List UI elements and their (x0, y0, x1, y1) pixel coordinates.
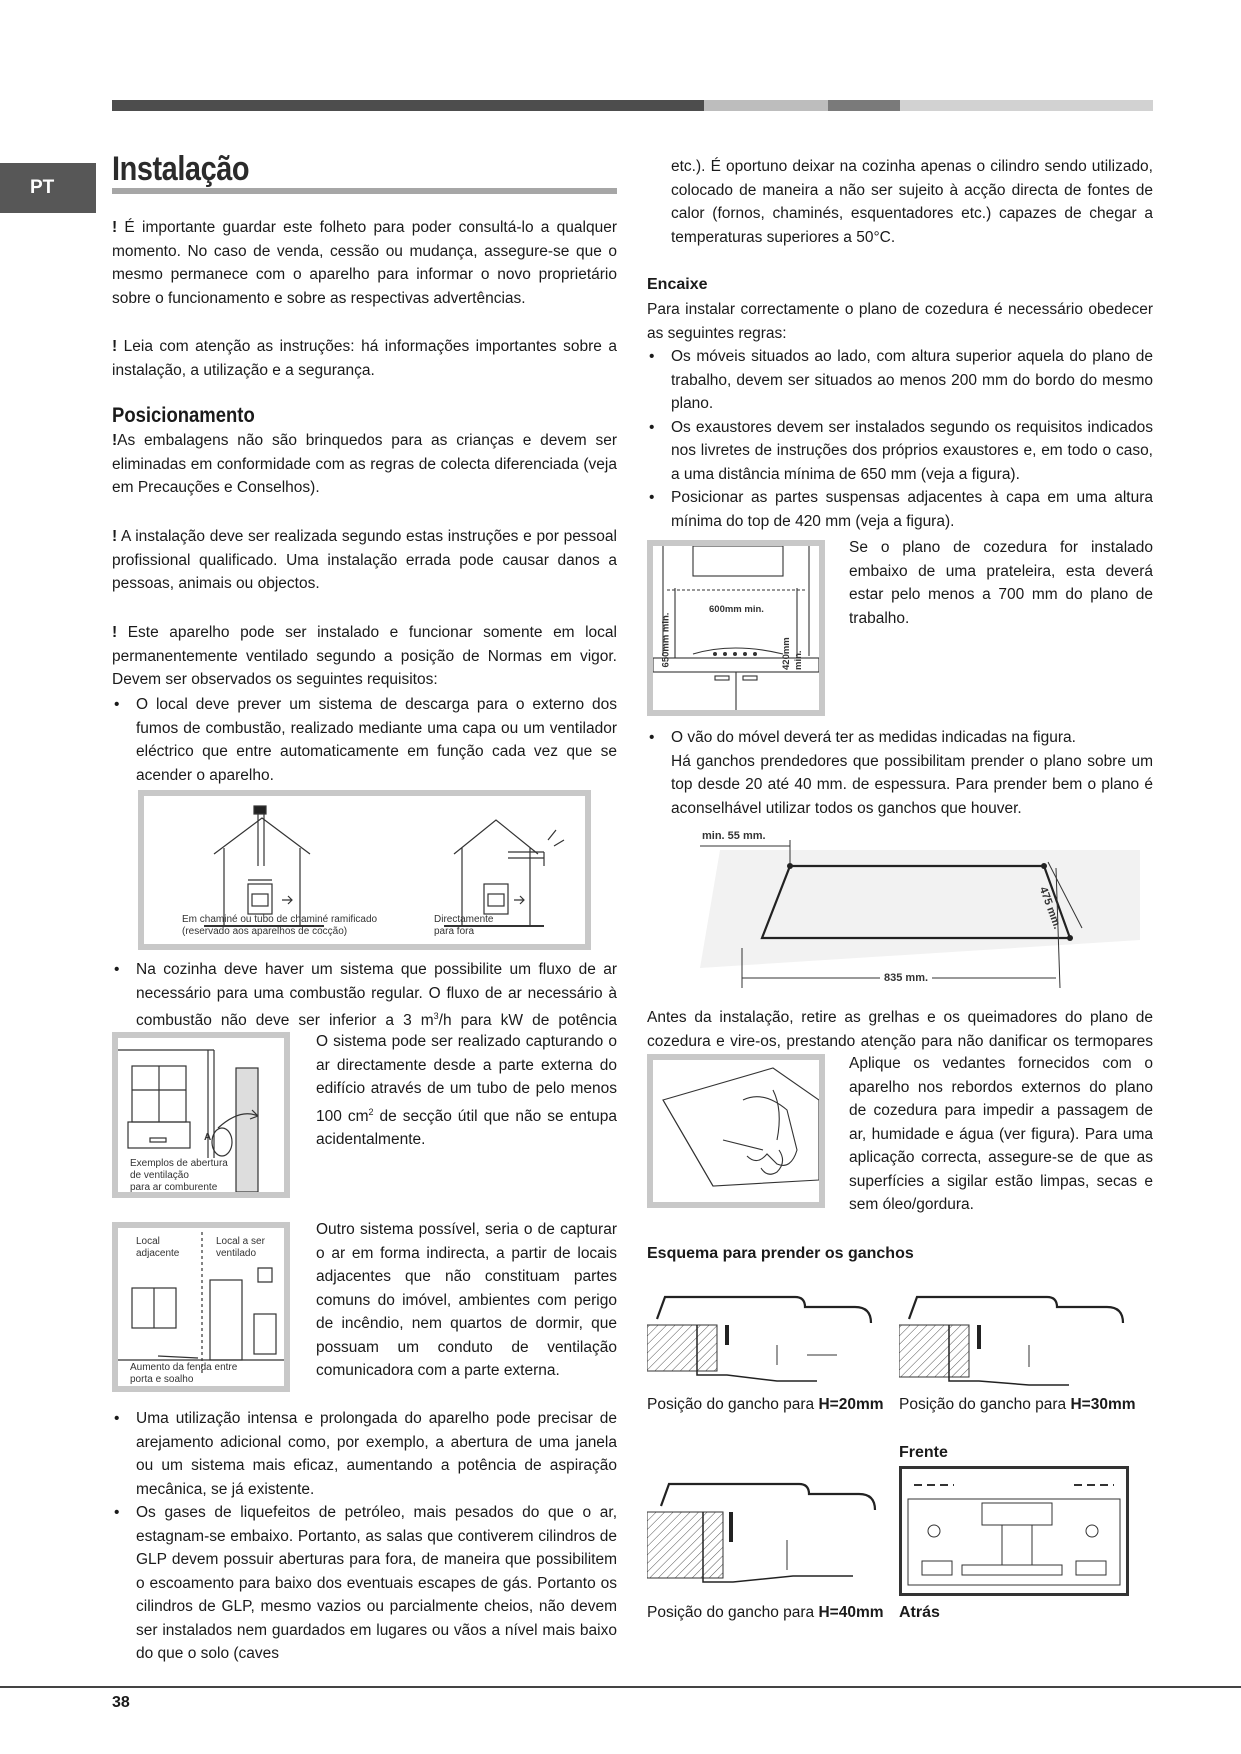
list-item: • Os gases de liquefeitos de petróleo, mais pesados do que o ar, estagnam-se embaixo. Portanto, as salas que contiverem cilindros de GLP devem possuir aberturas para fora, de maneira que possibilitem o escoamento para baixo dos eventuais escapes de gás. Portanto os cilindros de GLP, mesmo vazios ou parcialmente cheios, não devem ser instalados nem guardados em lugares ou vãos a nível mais baixo do que o solo (caves (112, 1501, 617, 1666)
caption-line: Em chaminé ou tubo de chaminé ramificado (182, 914, 378, 925)
adjacent-room-figure (112, 1222, 290, 1392)
positioning-paragraph-1 (112, 429, 617, 500)
seal-illustration (653, 1060, 819, 1202)
header-bar-light-2 (900, 100, 1153, 111)
air-indirect-paragraph: Outro sistema possível, seria o de capturar o ar em forma indirecta, a partir de locais adjacentes que não constituam partes comuns do imóvel, ambientes com perigo de incêndio, nem quartos de dormir, que possuam um conduto de ventilação comunicadora com a parte externa. (316, 1221, 617, 1379)
hob-underside-figure (899, 1466, 1129, 1596)
intro-text-2: Leia com atenção as instruções: há informações importantes sobre a instalação, a utilização e a segurança. (112, 338, 617, 379)
hood-clearance-figure (647, 540, 825, 716)
hook-h20-diagram (647, 1285, 877, 1391)
cutout-depth-label: 475 mm. (1036, 885, 1064, 931)
caption-line: Local a ser (216, 1236, 265, 1247)
cutout-text-2: Há ganchos prendedores que possibilitam prender o plano sobre um top desde 20 até 40 mm. de espessura. Para prender bem o plano é aconselhável utilizar todos os ganchos que houver. (671, 752, 1153, 817)
lpg-continuation-paragraph: etc.). É oportuno deixar na cozinha apenas o cilindro sendo utilizado, colocado de maneira a não ser sujeito à acção directa de fontes de calor (fornos, chaminés, esquentadores etc.) capazes de chegar a temperaturas superiores a 50°C. (671, 158, 1153, 246)
hood-left-height-label: 650mm min. (660, 612, 672, 668)
header-bar-dark (112, 100, 704, 111)
positioning-text-2: A instalação deve ser realizada segundo estas instruções e por pessoal profissional qualificado. Uma instalação errada pode causar danos a pessoas, animais ou objectos. (112, 528, 617, 592)
list-item: • Os móveis situados ao lado, com altura superior aquela do plano de trabalho, devem ser situados ao menos 200 mm do bordo do mesmo plano. (647, 345, 1153, 416)
positioning-text-3: Este aparelho pode ser instalado e funcionar somente em local permanentemente ventilado segundo a posição de Normas em vigor. Devem ser observados os seguintes requisitos: (112, 624, 617, 688)
ventilation-houses-figure (138, 790, 591, 950)
caption-adjacent (136, 1236, 179, 1260)
header-bar-mid (828, 100, 900, 111)
cutout-list (647, 726, 1153, 820)
caption-value: H=30mm (1070, 1396, 1136, 1413)
caption-line: Exemplos de abertura (130, 1158, 228, 1169)
airflow-text: Na cozinha deve haver um sistema que possibilite um fluxo de ar necessário para uma combustão regular. O fluxo de ar necessário à combustão não deve ser inferior a 3 m (136, 961, 617, 1030)
cutout-width-label: 835 mm. (880, 972, 932, 984)
air-direct-text: O sistema pode ser realizado capturando o ar directamente desde a parte externa do edifício através de um tubo de pelo menos 100 cm (316, 1033, 617, 1125)
caption-line: para fora (434, 926, 475, 937)
caption-prefix: Posição do gancho para (647, 1396, 819, 1413)
caption-door-gap (130, 1362, 237, 1386)
positioning-paragraph-2 (112, 525, 617, 596)
atras-label: Atrás (899, 1604, 940, 1621)
language-code: PT (30, 177, 55, 198)
airflow-text-end: /h para kW de potência (438, 1012, 617, 1030)
section-heading-hooks: Esquema para prender os ganchos (647, 1245, 914, 1262)
superscript: 3 (433, 1011, 439, 1021)
page-number: 38 (112, 1694, 130, 1711)
list-item: • Uma utilização intensa e prolongada do aparelho pode precisar de arejamento adicional como, por exemplo, a abertura de uma janela ou um sistema mais eficaz, aumentando a potência de aspiração mecânica, se já existente. (112, 1407, 617, 1501)
caption-line: ventilado (216, 1248, 257, 1259)
positioning-text-1: As embalagens não são brinquedos para as crianças e devem ser eliminadas em conformidade com as regras de colecta diferenciada (veja em Precauções e Conselhos). (112, 432, 617, 496)
caption-line: para ar comburente (130, 1182, 218, 1193)
section-heading-posicionamento: Posicionamento (112, 404, 255, 427)
hook-caption-h30 (899, 1396, 1136, 1414)
caption-line: de ventilação (130, 1170, 189, 1181)
caption-line: porta e soalho (130, 1374, 194, 1385)
warning-mark: ! (112, 432, 118, 449)
caption-line: Directamente (434, 914, 494, 925)
caption-line: Local (136, 1236, 160, 1247)
language-tab (0, 163, 96, 213)
list-item (647, 726, 1153, 820)
caption-prefix: Posição do gancho para (899, 1396, 1071, 1413)
hook-caption-h40 (647, 1604, 884, 1622)
caption-line: adjacente (136, 1248, 180, 1259)
caption-line: (reservado aos aparelhos de cocção) (182, 926, 348, 937)
hook-caption-h20 (647, 1396, 884, 1414)
header-bar-light (704, 100, 828, 111)
caption-prefix: Posição do gancho para (647, 1604, 819, 1621)
hood-width-label: 600mm min. (709, 604, 764, 615)
cutout-dimensions-figure (700, 828, 1140, 998)
hook-h40-diagram (647, 1470, 877, 1600)
figure-caption-opening (130, 1158, 228, 1194)
warning-mark: ! (112, 338, 118, 355)
shelf-paragraph: Se o plano de cozedura for instalado embaixo de uma prateleira, esta deverá estar pelo menos a 700 mm do plano de trabalho. (849, 539, 1153, 627)
caption-ventilated (216, 1236, 265, 1260)
air-intake-figure (112, 1032, 290, 1198)
before-install-paragraph: Antes da instalação, retire as grelhas e os queimadores do plano de cozedura e vire-os, prestando atenção para não danificar os termopares (647, 1009, 1153, 1050)
warning-mark: ! (112, 528, 118, 545)
warning-mark: ! (112, 624, 118, 641)
cutout-text-1: • O vão do móvel deverá ter as medidas indicadas na figura. (671, 729, 1076, 746)
hood-right-height-label: 420mm min. (781, 637, 804, 670)
seal-figure (647, 1054, 825, 1208)
frente-label: Frente (899, 1444, 948, 1461)
caption-value: H=20mm (818, 1396, 884, 1413)
requirements-list-3 (112, 1407, 617, 1666)
list-item: • O local deve prever um sistema de descarga para o externo dos fumos de combustão, realizado mediante uma capa ou um ventilador eléctrico que entre automaticamente em função cada vez que se acender o aparelho. (112, 693, 617, 787)
requirements-list-1 (112, 693, 617, 787)
section-heading-encaixe: Encaixe (647, 276, 708, 293)
intro-paragraph-2 (112, 335, 617, 382)
hob-underside-illustration (902, 1469, 1126, 1593)
title-underline (112, 188, 617, 194)
caption-line: Aumento da fenda entre (130, 1362, 238, 1373)
warning-mark: ! (112, 219, 118, 236)
encaixe-intro: Para instalar correctamente o plano de cozedura é necessário obedecer as seguintes regras: (647, 301, 1153, 342)
seal-paragraph: Aplique os vedantes fornecidos com o aparelho nos rebordos externos do plano de cozedura para impedir a passagem de ar, humidade e água (ver figura). Para uma aplicação correcta, assegure-se de que as superfícies a sigilar estão limpas, secas e sem óleo/gordura. (849, 1055, 1153, 1213)
encaixe-list (647, 345, 1153, 533)
positioning-paragraph-3 (112, 621, 617, 692)
figure-caption-outside (434, 914, 493, 938)
label-a: A (204, 1132, 212, 1143)
air-direct-text-end: de secção útil que não se entupa acidentalmente. (316, 1107, 617, 1149)
hook-h30-diagram (899, 1285, 1129, 1391)
superscript: 2 (368, 1106, 374, 1117)
intro-paragraph-1 (112, 216, 617, 310)
intro-text-1: É importante guardar este folheto para poder consultá-lo a qualquer momento. No caso de venda, cessão ou mudança, assegure-se que o mesmo permanece com o aparelho para informar o novo proprietário sobre o funcionamento e sobre as respectivas advertências. (112, 219, 617, 307)
cutout-min-label: min. 55 mm. (702, 830, 766, 842)
list-item: • Os exaustores devem ser instalados segundo os requisitos indicados nos livretes de instruções dos próprios exaustores e, em todo o caso, a uma distância mínima de 650 mm (veja a figura). (647, 416, 1153, 487)
list-item: • Posicionar as partes suspensas adjacentes à capa em uma altura mínima do top de 420 mm (veja a figura). (647, 486, 1153, 533)
page-title: Instalação (112, 150, 250, 188)
footer-rule (0, 1686, 1241, 1688)
figure-caption-chimney (182, 914, 377, 938)
caption-value: H=40mm (818, 1604, 884, 1621)
air-direct-paragraph (316, 1030, 617, 1152)
